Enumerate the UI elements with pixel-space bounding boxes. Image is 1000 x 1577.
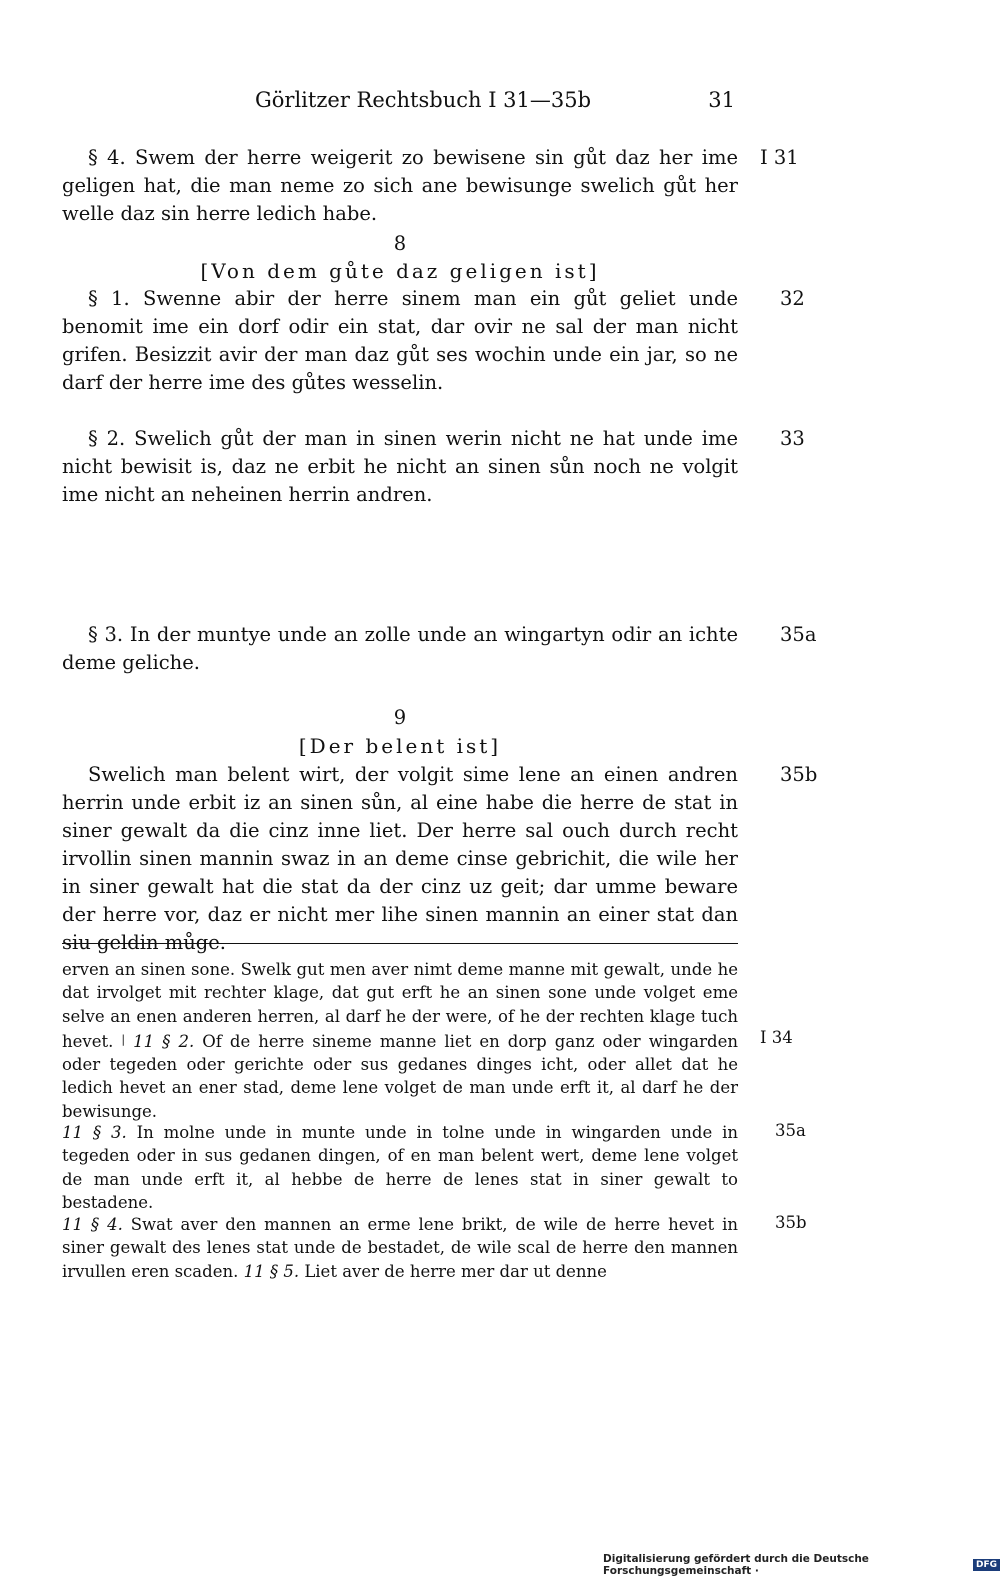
chapter-8-paragraph-1	[62, 285, 738, 397]
margin-ref: 32	[780, 287, 805, 310]
footnote-label: 11 § 2.	[125, 1031, 195, 1051]
page-number: 31	[708, 88, 735, 112]
footnote-text: Of de herre sineme manne liet en dorp ganz oder wingarden oder tegeden oder gerichte oder sus gedanes dinges icht, oder allet dat he ledich hevet an ener stad, deme lene volget de man unde erft it, al darf he der bewisunge.	[62, 1031, 738, 1121]
margin-ref: 35b	[780, 763, 818, 786]
paragraph-section-4: § 4. Swem der herre weigerit zo bewisene sin gůt daz her ime geligen hat, die man neme zo sich ane bewisunge swelich gůt her welle daz sin herre ledich habe.	[62, 146, 738, 225]
line-mark: |	[121, 1032, 126, 1046]
footnote-label: 11 § 3.	[62, 1123, 127, 1142]
footnote-label: 11 § 4.	[62, 1215, 123, 1234]
chapter-9-paragraph-1	[62, 761, 738, 957]
footnote-ref: I 34	[760, 1028, 793, 1047]
chapter-9-number: 9	[393, 706, 407, 729]
footnote-3	[62, 1213, 738, 1283]
footnote-ref: 35b	[775, 1213, 807, 1232]
chapter-8-title: [Von dem gůte daz geligen ist]	[200, 259, 600, 283]
chapter-8-paragraph-2	[62, 425, 738, 509]
chapter-9-title: [Der belent ist]	[298, 734, 502, 758]
paragraph-text: § 2. Swelich gůt der man in sinen werin nicht ne hat unde ime nicht bewisit is, daz ne erbit he nicht an sinen sůn noch ne volgit ime nicht an neheinen herrin andren.	[62, 427, 738, 506]
page-header	[255, 88, 735, 112]
paragraph-text: § 3. In der muntye unde an zolle unde an wingartyn odir an ichte deme geliche.	[62, 623, 738, 674]
dfg-logo-icon: DFG	[973, 1559, 1000, 1571]
footnote-2	[62, 1121, 738, 1214]
footnote-text: erven an sinen sone. Swelk gut men aver nimt deme manne mit gewalt, unde he dat irvolget mit rechter klage, dat gut erft he an sinen sone unde volget eme selve an enen anderen herren, al darf he der were, of he der rechten klage tuch hevet.	[62, 960, 738, 1051]
running-title: Görlitzer Rechtsbuch I 31—35b	[255, 88, 592, 112]
footnote-divider	[62, 943, 738, 944]
footer	[603, 1553, 1000, 1577]
footnote-text: Swat aver den mannen an erme lene brikt, de wile de herre hevet in siner gewalt des lenes stat unde de bestadet, de wile scal de herre den mannen irvullen eren scaden.	[62, 1215, 738, 1281]
footnote-ref: 35a	[775, 1121, 806, 1140]
margin-ref: I 31	[760, 146, 799, 169]
footnote-1	[62, 958, 738, 1123]
paragraph-text: § 1. Swenne abir der herre sinem man ein gůt geliet unde benomit ime ein dorf odir ein stat, dar ovir ne sal der man nicht grifen. Besizzit avir der man daz gůt ses wochin unde ein jar, so ne darf der herre ime des gůtes wesselin.	[62, 287, 738, 394]
footnote-text: Liet aver de herre mer dar ut denne	[299, 1261, 607, 1281]
margin-ref: 35a	[780, 623, 817, 646]
paragraph-text: Swelich man belent wirt, der volgit sime lene an einen andren herrin unde erbit iz an sinen sůn, al eine habe die herre de stat in siner gewalt da die cinz inne liet. Der herre sal ouch durch recht irvollin sinen mannin swaz in an deme cinse gebrichit, die wile her in siner gewalt hat die stat da der cinz uz geit; dar umme beware der herre vor, daz er nicht mer lihe sinen mannin an einer stat dan siu geldin můge.	[62, 763, 738, 954]
chapter-8-number: 8	[393, 232, 407, 255]
footnote-text: In molne unde in munte unde in tolne unde in wingarden unde in tegeden oder in sus gedanen dingen, of en man belent wert, deme lene volget de man unde erft it, al hebbe de herre de lenes stat in siner gewalt to bestadene.	[62, 1123, 739, 1212]
chapter-8-paragraph-3	[62, 621, 738, 677]
margin-ref: 33	[780, 427, 805, 450]
section-4	[62, 144, 738, 228]
footnote-label: 11 § 5.	[243, 1261, 300, 1281]
footer-text: Digitalisierung gefördert durch die Deutsche Forschungsgemeinschaft ·	[603, 1553, 869, 1577]
